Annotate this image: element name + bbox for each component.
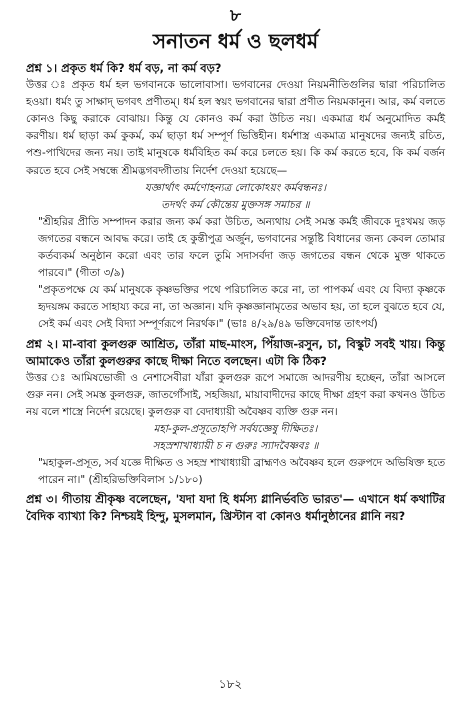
chapter-number: ৮ <box>229 6 242 26</box>
chapter-title: সনাতন ধর্ম ও ছলধর্ম <box>152 29 319 53</box>
verse-line: মহা-কুল-প্রসূতোহপি সর্বযজ্ঞেষু দীক্ষিতঃ। <box>153 422 318 435</box>
answer-2-quote: "মহাকুল-প্রসূত, সর্ব যজ্ঞে দীক্ষিত ও সহস্র শাখাধ্যায়ী ব্রাহ্মণও অবৈষ্ণব হলে গুরুপদে অভিষিক্ত হতে পারেন না।" (শ্রীহরিভক্তিবিলাস ১/১৮০) <box>38 457 445 487</box>
body-text <box>26 60 445 526</box>
answer-1-quote: "শ্রীহরির প্রীতি সম্পাদন করার জন্য কর্ম করা উচিত, অন্যথায় সেই সমস্ত কর্মই জীবকে দুঃখময় জড় জগতের বন্ধনে আবদ্ধ করে। তাই হে কুন্তীপুত্র অর্জুন, ভগবানের সন্তুষ্টি বিধানের জন্য কেবল তোমার কর্তব্যকর্ম অনুষ্ঠান করো এবং তার ফলে তুমি সদাসর্বদা জড় জগতের বন্ধন থেকে মুক্ত থাকতে পারবে।" (গীতা ৩/৯) <box>38 215 445 280</box>
question-1: প্রশ্ন ১। প্রকৃত ধর্ম কি? ধর্ম বড়, না কর্ম বড়? <box>26 61 222 75</box>
verse-line: যজ্ঞার্থাৎ কর্মণোহন্যত্র লোকোঽয়ং কর্মবন্ধনঃ। <box>144 181 327 194</box>
answer-1-quote: "প্রকৃতপক্ষে যে কর্ম মানুষকে কৃষ্ণভক্তির পথে পরিচালিত করে না, তা পাপকর্ম এবং যে বিদ্যা কৃষ্ণকে হৃদয়ঙ্গম করতে সাহায্য করে না, তা অজ্ঞান। যদি কৃষ্ণজ্ঞানামৃতের অভাব হয়, তা হলে বুঝতে হবে যে, সেই কর্ম এবং সেই বিদ্যা সম্পূর্ণরূপে নিরর্থক।" (ভাঃ ৪/২৯/৪৯ ভক্তিবেদান্ত তাৎপর্য) <box>38 284 445 331</box>
verse-line: তদর্থং কর্ম কৌন্তেয় মুক্তসঙ্গ সমাচর ॥ <box>161 198 310 211</box>
verse-line: সহস্রশাখাধ্যায়ী চ ন গুরুঃ স্যাদবৈষ্ণবঃ ॥ <box>152 440 319 453</box>
answer-1-paragraph: উত্তর ঃ প্রকৃত ধর্ম হল ভগবানকে ভালোবাসা। ভগবানের দেওয়া নিয়মনীতিগুলির দ্বারা পরিচালিত হওয়া। ধর্মং তু সাক্ষাদ্ ভগবৎ প্রণীতম্। ধর্ম হল স্বয়ং ভগবানের দ্বারা প্রণীত নিয়মকানুন। আর, কর্ম বলতে কোনও কিছু করাকে বোঝায়। কিন্তু যে কোনও কর্ম করা উচিত নয়। একমাত্র ধর্ম অনুমোদিত কর্মই করণীয়। ধর্ম ছাড়া কর্ম কুকর্ম, কর্ম ছাড়া ধর্ম সম্পূর্ণ ভিত্তিহীন। ধর্মশাস্ত্র একমাত্র মানুষদের জন্যই রচিত, পশু-পাখিদের জন্য নয়। তাই মানুষকে ধর্মবিহিত কর্ম করে চলতে হয়। কি কর্ম করতে হবে, কি কর্ম বর্জন করতে হবে সেই সম্বন্ধে শ্রীমদ্ভগবদ্গীতায় নির্দেশ দেওয়া হয়েছে— <box>26 79 445 177</box>
page-number: ১৮২ <box>218 677 243 691</box>
answer-2-paragraph: উত্তর ঃ আমিষভোজী ও নেশাসেবীরা যাঁরা কুলগুরু রূপে সমাজে আদরণীয় হচ্ছেন, তাঁরা আসলে গুরু নন। সেই সমস্ত কুলগুরু, জাতগোঁসাই, সহজিয়া, মায়াবাদীদের কাছে দীক্ষা গ্রহণ করা কখনও উচিত নয় বলে শাস্ত্রে নির্দেশ রয়েছে। কুলগুরু বা বেদাধ্যায়ী অবৈষ্ণব ব্যক্তি গুরু নন। <box>26 371 445 418</box>
question-2: প্রশ্ন ২। মা-বাবা কুলগুরু আশ্রিত, তাঁরা মাছ-মাংস, পিঁয়াজ-রসুন, চা, বিস্কুট সবই খায়। কিন্তু আমাকেও তাঁরা কুলগুরুর কাছে দীক্ষা নিতে বলছেন। এটা কি ঠিক? <box>26 336 445 368</box>
question-3: প্রশ্ন ৩। গীতায় শ্রীকৃষ্ণ বলেছেন, 'যদা যদা হি ধর্মস্য গ্লানির্ভবতি ভারত'— এখানে ধর্ম কথাটির বৈদিক ব্যাখ্যা কি? নিশ্চয়ই হিন্দু, মুসলমান, খ্রিস্টান বা কোনও ধর্মানুষ্ঠানের গ্লানি নয়? <box>26 492 445 524</box>
